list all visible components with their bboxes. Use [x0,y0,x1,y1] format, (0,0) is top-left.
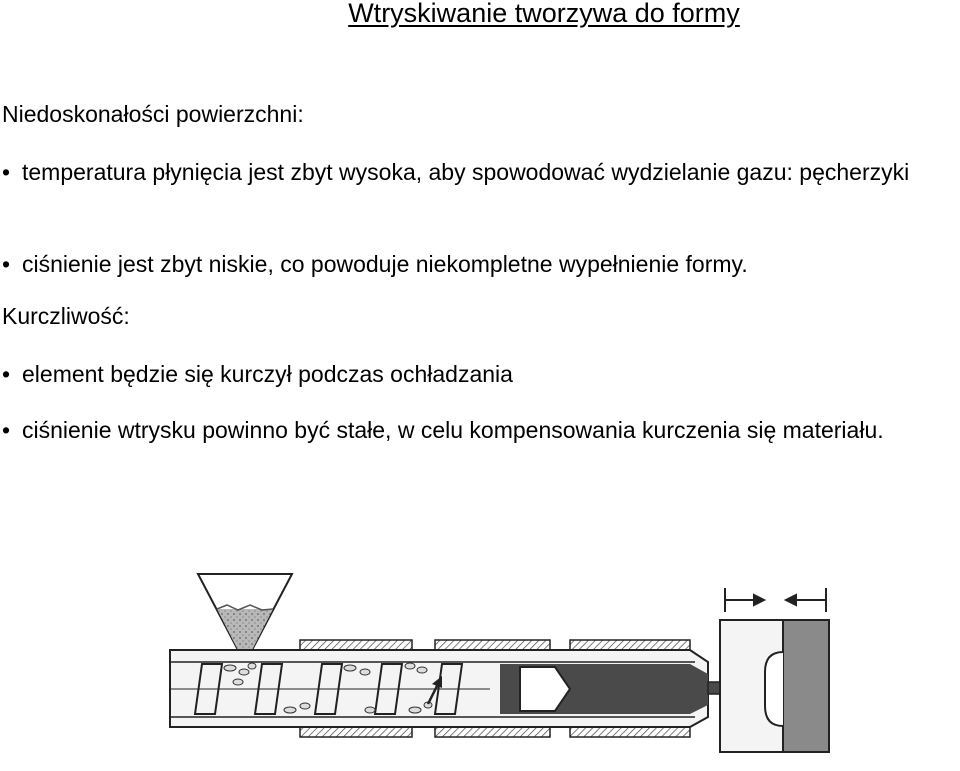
surface-defects-heading: Niedoskonałości powierzchni: [2,101,304,127]
bullet-dot: • [2,361,11,387]
heater-bands-bottom [300,727,690,737]
bullet-item [2,247,957,281]
mold [720,620,829,752]
injection-molding-diagram [160,552,866,771]
bullet-text: ciśnienie jest zbyt niskie, co powoduje niekompletne wypełnienie formy. [22,251,748,277]
bullet-text: element będzie się kurczył podczas ochładzania [22,361,513,387]
hopper [198,574,292,662]
bullet-item [2,413,957,447]
bullet-item [2,155,957,189]
page-title: Wtryskiwanie tworzywa do formy [348,0,740,28]
molten-plastic [500,664,738,714]
shrinkage-heading: Kurczliwość: [2,303,130,329]
bullet-dot: • [2,251,11,277]
bullet-text: ciśnienie wtrysku powinno być stałe, w celu kompensowania kurczenia się materiału. [22,417,884,443]
heater-bands-top [300,640,690,650]
bullet-dot: • [2,159,11,185]
bullet-text: temperatura płynięcia jest zbyt wysoka, aby spowodować wydzielanie gazu: pęcherzyki [22,159,910,185]
bullet-item [2,357,957,391]
clamp-arrows [725,588,826,612]
bullet-dot: • [2,417,11,443]
